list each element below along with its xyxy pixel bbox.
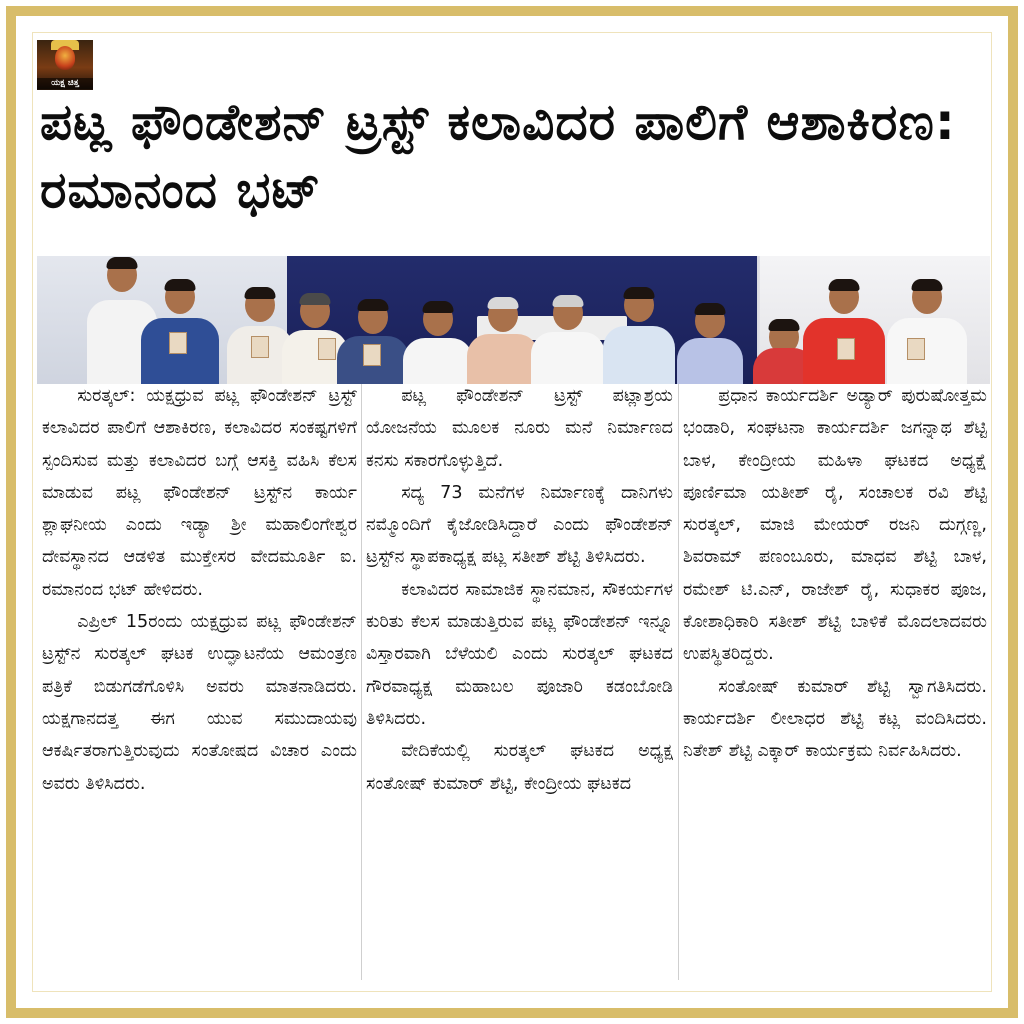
- person: [603, 288, 675, 384]
- person: [403, 302, 473, 384]
- person: [531, 296, 605, 384]
- person: [337, 300, 409, 384]
- person: [467, 298, 539, 384]
- article-paragraph: ಪ್ರಧಾನ ಕಾರ್ಯದರ್ಶಿ ಅಡ್ಯಾರ್ ಪುರುಷೋತ್ತಮ ಭಂಡಾರಿ, ಸಂಘಟನಾ ಕಾರ್ಯದರ್ಶಿ ಜಗನ್ನಾಥ ಶೆಟ್ಟಿ ಬಾಳ, ಕೇಂದ್ರೀಯ ಮಹಿಳಾ ಘಟಕದ ಅಧ್ಯಕ್ಷೆ ಪೂರ್ಣಿಮಾ ಯತೀಶ್ ರೈ, ಸಂಚಾಲಕ ರವಿ ಶೆಟ್ಟಿ ಸುರತ್ಕಲ್, ಮಾಜಿ ಮೇಯರ್ ರಜನಿ ದುಗ್ಗಣ್ಣ, ಶಿವರಾಮ್ ಪಣಂಬೂರು, ಮಾಧವ ಶೆಟ್ಟಿ ಬಾಳ, ರಮೇಶ್ ಟಿ.ಎನ್, ರಾಜೇಶ್ ರೈ, ಸುಧಾಕರ ಪೂಜ, ಕೋಶಾಧಿಕಾರಿ ಸತೀಶ್ ಶೆಟ್ಟಿ ಬಾಳಿಕೆ ಮೊದಲಾದವರು ಉಪಸ್ಥಿತರಿದ್ದರು.: [683, 386, 987, 665]
- column-rule: [678, 384, 679, 980]
- person: [141, 280, 219, 384]
- headline: ಪಟ್ಲ ಫೌಂಡೇಶನ್ ಟ್ರಸ್ಟ್ ಕಲಾವಿದರ ಪಾಲಿಗೆ ಆಶಾಕಿರಣ: ರಮಾನಂದ ಭಟ್: [40, 93, 956, 219]
- event-photo: [37, 256, 990, 384]
- article-paragraph: ಸಂತೋಷ್ ಕುಮಾರ್ ಶೆಟ್ಟಿ ಸ್ವಾಗತಿಸಿದರು. ಕಾರ್ಯದರ್ಶಿ ಲೀಲಾಧರ ಶೆಟ್ಟಿ ಕಟ್ಲ ವಂದಿಸಿದರು. ನಿತೇಶ್ ಶೆಟ್ಟಿ ಎಕ್ಕಾರ್ ಕಾರ್ಯಕ್ರಮ ನಿರ್ವಹಿಸಿದರು.: [683, 676, 987, 762]
- article-paragraph: ಎಪ್ರಿಲ್ 15ರಂದು ಯಕ್ಷಧ್ರುವ ಪಟ್ಲ ಫೌಂಡೇಶನ್ ಟ್ರಸ್ಟ್‌ನ ಸುರತ್ಕಲ್ ಘಟಕ ಉದ್ಘಾಟನೆಯ ಆಮಂತ್ರಣ ಪತ್ರಿಕೆ ಬಿಡುಗಡೆಗೊಳಿಸಿ ಅವರು ಮಾತನಾಡಿದರು. ಯಕ್ಷಗಾನದತ್ತ ಈಗ ಯುವ ಸಮುದಾಯವು ಆಕರ್ಷಿತರಾಗುತ್ತಿರುವುದು ಸಂತೋಷದ ವಿಚಾರ ಎಂದು ಅವರು ತಿಳಿಸಿದರು.: [42, 612, 357, 794]
- article-column-2: [366, 380, 673, 982]
- yakshagana-face-icon: [55, 46, 75, 70]
- logo-text: ಯಕ್ಷ ಚಿತ್ತ: [37, 78, 93, 89]
- logo: [37, 40, 93, 90]
- person: [887, 280, 967, 384]
- article-paragraph: ಕಲಾವಿದರ ಸಾಮಾಜಿಕ ಸ್ಥಾನಮಾನ, ಸೌಕರ್ಯಗಳ ಕುರಿತು ಕೆಲಸ ಮಾಡುತ್ತಿರುವ ಪಟ್ಲ ಫೌಂಡೇಶನ್ ಇನ್ನೂ ವಿಸ್ತಾರವಾಗಿ ಬೆಳೆಯಲಿ ಎಂದು ಸುರತ್ಕಲ್ ಘಟಕದ ಗೌರವಾಧ್ಯಕ್ಷ ಮಹಾಬಲ ಪೂಜಾರಿ ಕಡಂಬೋಡಿ ತಿಳಿಸಿದರು.: [366, 579, 673, 729]
- article-paragraph: ಸುರತ್ಕಲ್: ಯಕ್ಷಧ್ರುವ ಪಟ್ಲ ಫೌಂಡೇಶನ್ ಟ್ರಸ್ಟ್ ಕಲಾವಿದರ ಪಾಲಿಗೆ ಆಶಾಕಿರಣ, ಕಲಾವಿದರ ಸಂಕಷ್ಟಗಳಿಗೆ ಸ್ಪಂದಿಸುವ ಮತ್ತು ಕಲಾವಿದರ ಬಗ್ಗೆ ಆಸಕ್ತಿ ವಹಿಸಿ ಕೆಲಸ ಮಾಡುವ ಪಟ್ಲ ಫೌಂಡೇಶನ್ ಟ್ರಸ್ಟ್‌ನ ಕಾರ್ಯ ಶ್ಲಾಘನೀಯ ಎಂದು ಇಡ್ಯಾ ಶ್ರೀ ಮಹಾಲಿಂಗೇಶ್ವರ ದೇವಸ್ಥಾನದ ಆಡಳಿತ ಮುಕ್ತೇಸರ ವೇದಮೂರ್ತಿ ಐ. ರಮಾನಂದ ಭಟ್ ಹೇಳಿದರು.: [42, 386, 357, 600]
- article-paragraph: ವೇದಿಕೆಯಲ್ಲಿ ಸುರತ್ಕಲ್ ಘಟಕದ ಅಧ್ಯಕ್ಷ ಸಂತೋಷ್ ಕುಮಾರ್ ಶೆಟ್ಟಿ, ಕೇಂದ್ರೀಯ ಘಟಕದ: [366, 741, 673, 794]
- article-column-1: [42, 380, 357, 982]
- article-column-3: [683, 380, 987, 982]
- person: [803, 280, 885, 384]
- article-paragraph: ಸದ್ಯ 73 ಮನೆಗಳ ನಿರ್ಮಾಣಕ್ಕೆ ದಾನಿಗಳು ನಮ್ಮೊಂದಿಗೆ ಕೈಜೋಡಿಸಿದ್ದಾರೆ ಎಂದು ಫೌಂಡೇಶನ್ ಟ್ರಸ್ಟ್‌ನ ಸ್ಥಾಪಕಾಧ್ಯಕ್ಷ ಪಟ್ಲ ಸತೀಶ್ ಶೆಟ್ಟಿ ತಿಳಿಸಿದರು.: [366, 482, 673, 568]
- article-paragraph: ಪಟ್ಲ ಫೌಂಡೇಶನ್ ಟ್ರಸ್ಟ್ ಪಟ್ಲಾಶ್ರಯ ಯೋಜನೆಯ ಮೂಲಕ ನೂರು ಮನೆ ನಿರ್ಮಾಣದ ಕನಸು ಸಕಾರಗೊಳ್ಳುತ್ತಿದೆ.: [366, 386, 673, 471]
- person: [677, 304, 743, 384]
- column-rule: [361, 384, 362, 980]
